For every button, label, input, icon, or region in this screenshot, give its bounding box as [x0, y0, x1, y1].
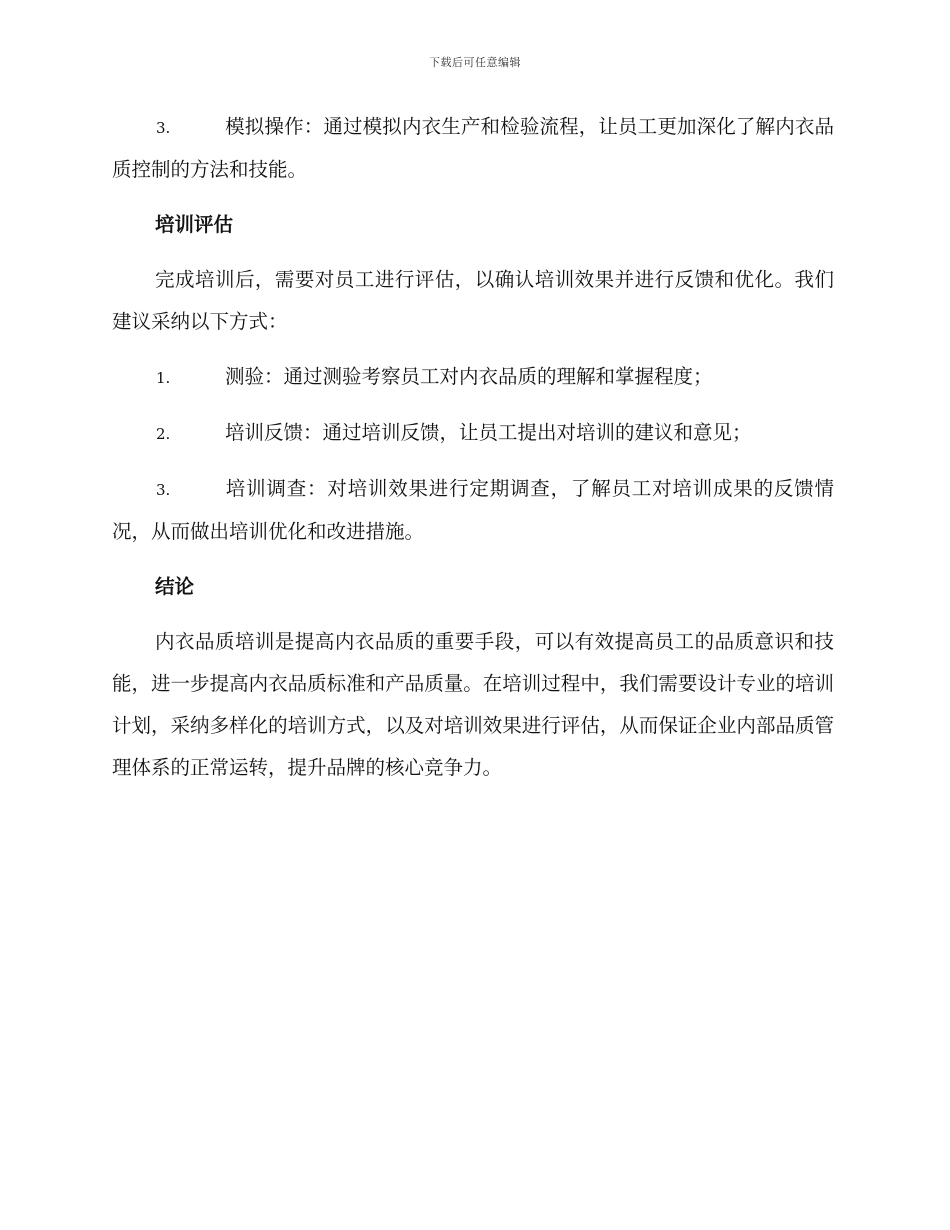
list-item-feedback: [112, 412, 834, 455]
list-number: 3.: [156, 119, 171, 137]
paragraph-conclusion: 内衣品质培训是提高内衣品质的重要手段，可以有效提高员工的品质意识和技能，进一步提高内衣品质标准和产品质量。在培训过程中，我们需要设计专业的培训计划，采纳多样化的培训方式，以及对培训效果进行评估，从而保证企业内部品质管理体系的正常运转，提升品牌的核心竞争力。: [112, 630, 834, 779]
list-item-quiz: [112, 356, 834, 399]
list-item-text: 测验：通过测验考察员工对内衣品质的理解和掌握程度；: [225, 365, 713, 388]
list-item-text: 模拟操作：通过模拟内衣生产和检验流程，让员工更加深化了解内衣品质控制的方法和技能。: [112, 115, 834, 181]
list-item-text: 培训调查：对培训效果进行定期调查，了解员工对培训成果的反馈情况，从而做出培训优化和改进措施。: [112, 477, 834, 543]
section-heading-conclusion: 结论: [155, 575, 195, 598]
list-number: 2.: [156, 425, 171, 443]
list-number: 3.: [156, 481, 171, 499]
list-item-text: 培训反馈：通过培训反馈，让员工提出对培训的建议和意见；: [225, 421, 752, 444]
paragraph-evaluation-intro: 完成培训后，需要对员工进行评估，以确认培训效果并进行反馈和优化。我们建议采纳以下方式：: [112, 268, 834, 333]
page-header: 下载后可任意编辑: [429, 56, 521, 69]
list-number: 1.: [156, 369, 171, 387]
list-item-survey: [112, 468, 834, 553]
document-body: [112, 106, 834, 802]
section-heading-training-evaluation: 培训评估: [155, 213, 234, 236]
list-item-simulation: [112, 106, 834, 191]
